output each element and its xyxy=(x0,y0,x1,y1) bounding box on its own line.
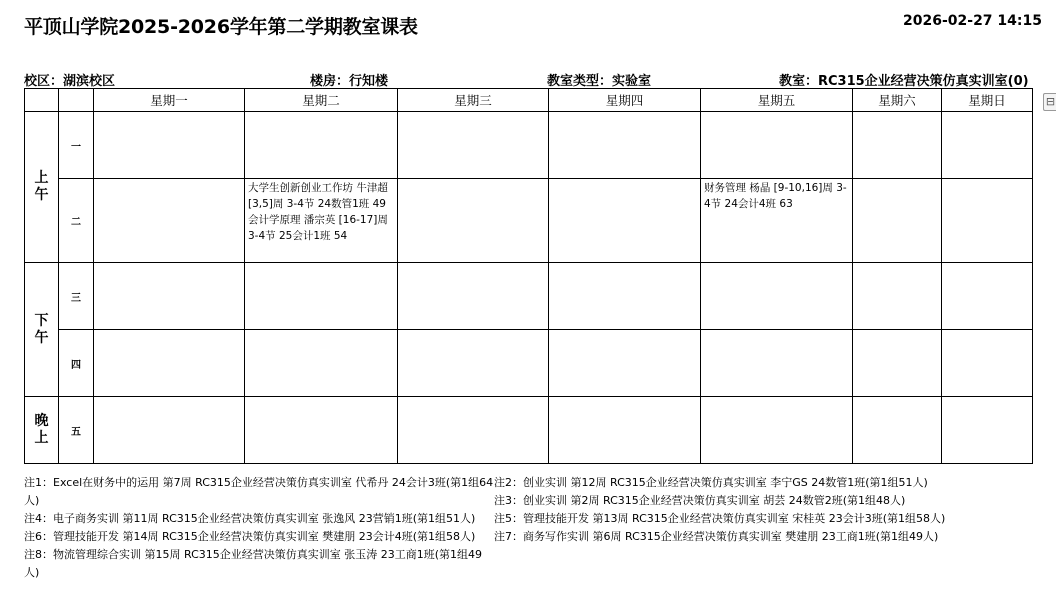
day-header-mon: 星期一 xyxy=(94,89,245,112)
note-item: 注5：管理技能开发 第13周 RC315企业经营决策仿真实训室 宋桂英 23会计3班(第1组58人) xyxy=(494,512,946,525)
note-item: 注1：Excel在财务中的运用 第7周 RC315企业经营决策仿真实训室 代希丹 24会计3班(第1组64人) xyxy=(24,476,494,507)
timetable-cell xyxy=(701,397,853,464)
timetable-cell xyxy=(853,330,942,397)
section-label: 五 xyxy=(59,397,94,464)
timetable-cell xyxy=(245,330,398,397)
note-item: 注3：创业实训 第2周 RC315企业经营决策仿真实训室 胡芸 24数管2班(第1组48人) xyxy=(494,494,906,507)
building-info: 楼房：行知楼 xyxy=(310,74,389,89)
section-label: 四 xyxy=(59,330,94,397)
timetable xyxy=(24,88,1033,464)
timetable-cell xyxy=(853,263,942,330)
period-afternoon: 下午 xyxy=(25,263,59,397)
table-row xyxy=(25,179,1033,263)
timetable-cell xyxy=(942,112,1033,179)
course-entry[interactable]: 财务管理 杨晶 [9-10,16]周 3-4节 24会计4班 63 xyxy=(704,182,847,210)
timetable-cell xyxy=(94,330,245,397)
room-type-info: 教室类型：实验室 xyxy=(547,74,652,89)
table-row xyxy=(25,397,1033,464)
side-tab-icon[interactable]: ⊟ xyxy=(1043,93,1056,111)
timetable-cell xyxy=(701,263,853,330)
timetable-cell xyxy=(398,330,549,397)
note-item: 注4：电子商务实训 第11周 RC315企业经营决策仿真实训室 张逸风 23营销1班(第1组51人) xyxy=(24,512,476,525)
page-title: 平顶山学院2025-2026学年第二学期教室课表 xyxy=(24,16,418,38)
section-label: 二 xyxy=(59,179,94,263)
timetable-cell xyxy=(398,263,549,330)
timetable-cell xyxy=(94,263,245,330)
day-header-tue: 星期二 xyxy=(245,89,398,112)
room-info: 教室：RC315企业经营决策仿真实训室(0) xyxy=(779,74,1029,89)
timetable-cell xyxy=(701,330,853,397)
timetable-cell xyxy=(853,112,942,179)
timetable-cell xyxy=(398,179,549,263)
corner-cell xyxy=(59,89,94,112)
timetable-cell-course[interactable] xyxy=(245,179,398,263)
timetable-cell xyxy=(549,330,701,397)
timetable-cell xyxy=(942,263,1033,330)
header-row xyxy=(25,89,1033,112)
period-evening: 晚上 xyxy=(25,397,59,464)
timetable-cell xyxy=(942,330,1033,397)
timetable-cell xyxy=(549,397,701,464)
timetable-cell xyxy=(942,179,1033,263)
timetable-cell xyxy=(398,112,549,179)
campus-info: 校区：湖滨校区 xyxy=(24,74,116,89)
section-label: 一 xyxy=(59,112,94,179)
table-row xyxy=(25,263,1033,330)
timetable-cell xyxy=(942,397,1033,464)
timetable-cell-course[interactable] xyxy=(701,179,853,263)
corner-cell xyxy=(25,89,59,112)
timetable-cell xyxy=(549,263,701,330)
timetable-cell xyxy=(94,112,245,179)
timetable-cell xyxy=(94,397,245,464)
note-item: 注6：管理技能开发 第14周 RC315企业经营决策仿真实训室 樊建朋 23会计4班(第1组58人) xyxy=(24,530,476,543)
notes-section xyxy=(24,474,1034,582)
timetable-cell xyxy=(398,397,549,464)
table-row xyxy=(25,330,1033,397)
timetable-cell xyxy=(701,112,853,179)
day-header-fri: 星期五 xyxy=(701,89,853,112)
day-header-sat: 星期六 xyxy=(853,89,942,112)
timetable-cell xyxy=(853,179,942,263)
day-header-thu: 星期四 xyxy=(549,89,701,112)
print-datetime: 2026-02-27 14:15 xyxy=(903,13,1042,29)
day-header-wed: 星期三 xyxy=(398,89,549,112)
note-item: 注2：创业实训 第12周 RC315企业经营决策仿真实训室 李宁GS 24数管1班(第1组51人) xyxy=(494,476,928,489)
day-header-sun: 星期日 xyxy=(942,89,1033,112)
note-item: 注7：商务写作实训 第6周 RC315企业经营决策仿真实训室 樊建朋 23工商1班(第1组49人) xyxy=(494,530,939,543)
timetable-cell xyxy=(549,112,701,179)
timetable-cell xyxy=(853,397,942,464)
note-item: 注8：物流管理综合实训 第15周 RC315企业经营决策仿真实训室 张玉涛 23工商1班(第1组49人) xyxy=(24,548,483,579)
timetable-cell xyxy=(245,263,398,330)
period-morning: 上午 xyxy=(25,112,59,263)
timetable-cell xyxy=(245,112,398,179)
timetable-cell xyxy=(94,179,245,263)
section-label: 三 xyxy=(59,263,94,330)
timetable-cell xyxy=(245,397,398,464)
course-entry[interactable]: 大学生创新创业工作坊 牛津超 [3,5]周 3-4节 24数管1班 49 会计学原理 潘宗英 [16-17]周 3-4节 25会计1班 54 xyxy=(248,182,388,242)
timetable-cell xyxy=(549,179,701,263)
table-row xyxy=(25,112,1033,179)
